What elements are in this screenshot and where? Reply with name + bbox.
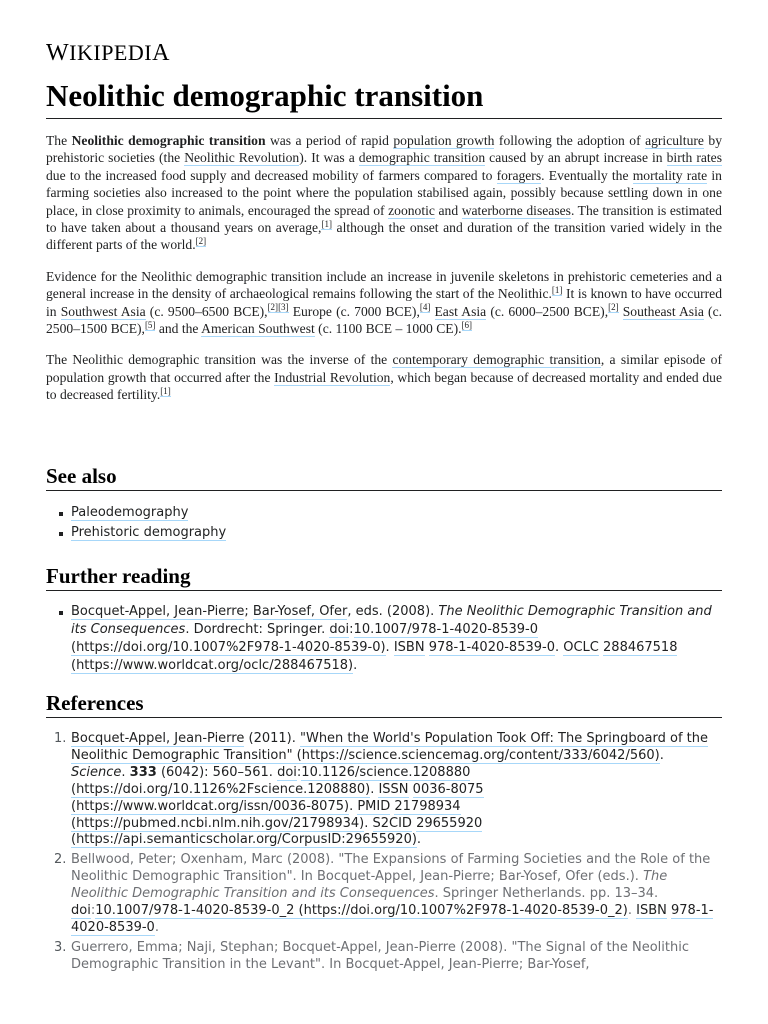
further-reading-list xyxy=(46,603,722,677)
citation-superscript xyxy=(321,219,332,230)
article-body xyxy=(46,132,722,418)
citation-link[interactable]: [2] xyxy=(195,235,207,246)
inline-link[interactable]: 10.1007/978-1-4020-8539-0_2 (https://doi.org/10.1007%2F978-1-4020-8539-0_2) xyxy=(95,903,628,919)
reference-item-3 xyxy=(46,940,722,974)
inline-link[interactable]: ISSN xyxy=(378,781,409,797)
inline-link[interactable]: agriculture xyxy=(645,133,704,148)
inline-link[interactable]: doi xyxy=(71,903,91,919)
citation-superscript xyxy=(145,320,156,331)
inline-link[interactable]: Bar-Yosef, Ofer xyxy=(252,604,348,619)
inline-link[interactable]: demographic transition xyxy=(358,150,486,166)
reference-text: Bocquet-Appel, Jean-Pierre (2011). "When the World's Population Took Off: The Springboard of the Neolithic Demographic Transition" (https://science.sciencemag.org/content/333/6042/560). Science. 333 (6042): 560–561. doi:10.1126/science.1208880 (https://doi.org/10.1126%2Fscience.1208880). ISSN 0036-8075 (https://www.worldcat.org/issn/0036-8075). PMID 21798934 (https://pubmed.ncbi.nlm.nih.gov/21798934). S2CID 29655920 (https://api.semanticscholar.org/CorpusID:29655920). xyxy=(71,731,708,848)
inline-link[interactable]: doi xyxy=(277,764,297,780)
reference-number: 3. xyxy=(54,939,67,955)
page-title: Neolithic demographic transition xyxy=(46,76,722,119)
citation-link[interactable]: [1] xyxy=(321,218,332,229)
see-also-list xyxy=(46,504,722,544)
inline-link[interactable]: East Asia xyxy=(434,303,487,319)
inline-link[interactable]: 288467518 (https://www.worldcat.org/oclc/288467518) xyxy=(71,640,678,673)
inline-link[interactable]: Neolithic Revolution xyxy=(184,150,300,166)
bold-text: Neolithic demographic transition xyxy=(71,133,266,148)
inline-link[interactable]: Bocquet-Appel, Jean-Pierre xyxy=(71,604,245,619)
inline-link[interactable]: 10.1126/science.1208880 (https://doi.org/10.1126%2Fscience.1208880) xyxy=(71,764,471,797)
reference-number: 2. xyxy=(54,852,67,868)
citation-link[interactable]: [2] xyxy=(267,302,279,313)
inline-link[interactable]: foragers xyxy=(496,167,542,183)
inline-link[interactable]: Industrial Revolution xyxy=(274,369,391,385)
see-also-link-paleodemography[interactable]: Paleodemography xyxy=(71,505,189,520)
citation-link[interactable]: [3] xyxy=(278,302,289,313)
inline-link[interactable]: population growth xyxy=(393,133,495,148)
inline-link[interactable]: PMID xyxy=(357,798,391,814)
see-also-item xyxy=(46,524,722,542)
inline-link[interactable]: 0036-8075 (https://www.worldcat.org/issn/0036-8075) xyxy=(71,781,484,814)
reference-text: Guerrero, Emma; Naji, Stephan; Bocquet-Appel, Jean-Pierre (2008). "The Signal of the Neolithic Demographic Transition in the Levant". In Bocquet-Appel, Jean-Pierre; Bar-Yosef, xyxy=(71,939,689,972)
logo-w: W xyxy=(46,40,70,66)
reference-item-2 xyxy=(46,852,722,937)
citation-link[interactable]: [1] xyxy=(160,385,171,396)
inline-link[interactable]: waterborne diseases xyxy=(461,202,571,218)
inline-link[interactable]: 21798934 (https://pubmed.ncbi.nlm.nih.gov/21798934) xyxy=(71,798,461,831)
inline-link[interactable]: Bocquet-Appel, Jean-Pierre xyxy=(71,731,245,746)
inline-link[interactable]: contemporary demographic transition xyxy=(392,352,601,368)
see-also-link-prehistoric-demography[interactable]: Prehistoric demography xyxy=(71,525,227,540)
citation-superscript xyxy=(196,236,207,247)
inline-link[interactable]: birth rates xyxy=(666,150,722,166)
references-heading: References xyxy=(46,689,722,718)
intro-paragraph-3: The Neolithic demographic transition was the inverse of the contemporary demographic transition, a similar episode of population growth that occurred after the Industrial Revolution, which began because of decreased mortality and ended due to decreased fertility.[1] xyxy=(46,352,722,403)
citation-superscript xyxy=(552,285,563,296)
reference-text: Bellwood, Peter; Oxenham, Marc (2008). "The Expansions of Farming Societies and the Role of the Neolithic Demographic Transition". In Bocquet-Appel, Jean-Pierre; Bar-Yosef, Ofer (eds.). The Neolithic Demographic Transition and its Consequences. Springer Netherlands. pp. 13–34. doi:10.1007/978-1-4020-8539-0_2 (https://doi.org/10.1007%2F978-1-4020-8539-0_2). ISBN 978-1-4020-8539-0. xyxy=(71,852,714,935)
inline-link[interactable]: doi xyxy=(329,622,350,637)
citation-link[interactable]: [6] xyxy=(461,319,473,330)
reference-number: 1. xyxy=(54,731,67,746)
citation-superscript xyxy=(268,302,279,313)
wikipedia-logo[interactable] xyxy=(46,40,170,67)
citation-superscript xyxy=(608,302,619,313)
italic-text: The Neolithic Demographic Transition and its Consequences xyxy=(71,604,712,637)
citation-superscript xyxy=(462,320,473,331)
inline-link[interactable]: 978-1-4020-8539-0 xyxy=(71,903,714,935)
further-reading-heading: Further reading xyxy=(46,562,722,591)
intro-paragraph-1: The Neolithic demographic transition was a period of rapid population growth following the adoption of agriculture by prehistoric societies (the Neolithic Revolution). It was a demographic transition caused by an abrupt increase in birth rates due to the increased food supply and decreased mobility of farmers compared to foragers. Eventually the mortality rate in farming societies also increased to the point where the population stabilised again, possibly because settling down in one place, in close proximity to animals, encouraged the spread of zoonotic and waterborne diseases. The transition is estimated to have taken about a thousand years on average,[1] although the onset and duration of the transition varied widely in the different parts of the world.[2] xyxy=(46,133,722,253)
inline-link[interactable]: ISBN xyxy=(393,640,425,655)
see-also-heading: See also xyxy=(46,462,722,491)
inline-link[interactable]: 10.1007/978-1-4020-8539-0 (https://doi.org/10.1007%2F978-1-4020-8539-0) xyxy=(71,622,538,655)
logo-rest: IKIPEDI xyxy=(69,40,153,65)
further-reading-item: Bocquet-Appel, Jean-Pierre; Bar-Yosef, Ofer, eds. (2008). The Neolithic Demographic Transition and its Consequences. Dordrecht: Springer. doi:10.1007/978-1-4020-8539-0 (https://doi.org/10.1007%2F978-1-4020-8539-0). ISBN 978-1-4020-8539-0. OCLC 288467518 (https://www.worldcat.org/oclc/288467518). xyxy=(46,603,722,675)
reference-item-1 xyxy=(46,731,722,849)
italic-text: Science xyxy=(71,764,122,780)
citation-superscript xyxy=(278,302,289,313)
intro-paragraph-2: Evidence for the Neolithic demographic transition include an increase in juvenile skeletons in prehistoric cemeteries and a general increase in the density of archaeological remains following the start of the Neolithic.[1] It is known to have occurred in Southwest Asia (c. 9500–6500 BCE),[2][3] Europe (c. 7000 BCE),[4] East Asia (c. 6000–2500 BCE),[2] Southeast Asia (c. 2500–1500 BCE),[5] and the American Southwest (c. 1100 BCE – 1000 CE).[6] xyxy=(46,268,722,337)
see-also-item xyxy=(46,504,722,522)
inline-link[interactable]: zoonotic xyxy=(388,202,435,218)
citation-link[interactable]: [4] xyxy=(419,302,431,313)
bold-text: 333 xyxy=(129,764,157,780)
citation-superscript xyxy=(420,302,431,313)
inline-link[interactable]: American Southwest xyxy=(201,321,315,337)
inline-link[interactable]: mortality rate xyxy=(632,167,708,183)
italic-text: The Neolithic Demographic Transition and its Consequences xyxy=(71,869,668,902)
citation-superscript xyxy=(160,386,171,397)
inline-link[interactable]: S2CID xyxy=(372,815,412,831)
inline-link[interactable]: OCLC xyxy=(563,640,599,655)
inline-link[interactable]: Southwest Asia xyxy=(60,303,146,319)
references-list xyxy=(46,731,722,977)
citation-link[interactable]: [5] xyxy=(144,319,156,330)
inline-link[interactable]: 29655920 (https://api.semanticscholar.org/CorpusID:29655920) xyxy=(71,815,483,848)
inline-link[interactable]: Southeast Asia xyxy=(622,303,704,319)
inline-link[interactable]: ISBN xyxy=(636,903,667,919)
citation-link[interactable]: [2] xyxy=(608,302,619,313)
logo-a: A xyxy=(152,40,170,66)
inline-link[interactable]: 978-1-4020-8539-0 xyxy=(428,640,555,655)
inline-link[interactable]: "When the World's Population Took Off: The Springboard of the Neolithic Demographic Transition" (https://science.sciencemag.org/content/333/6042/560) xyxy=(71,731,708,763)
citation-link[interactable]: [1] xyxy=(551,284,563,295)
